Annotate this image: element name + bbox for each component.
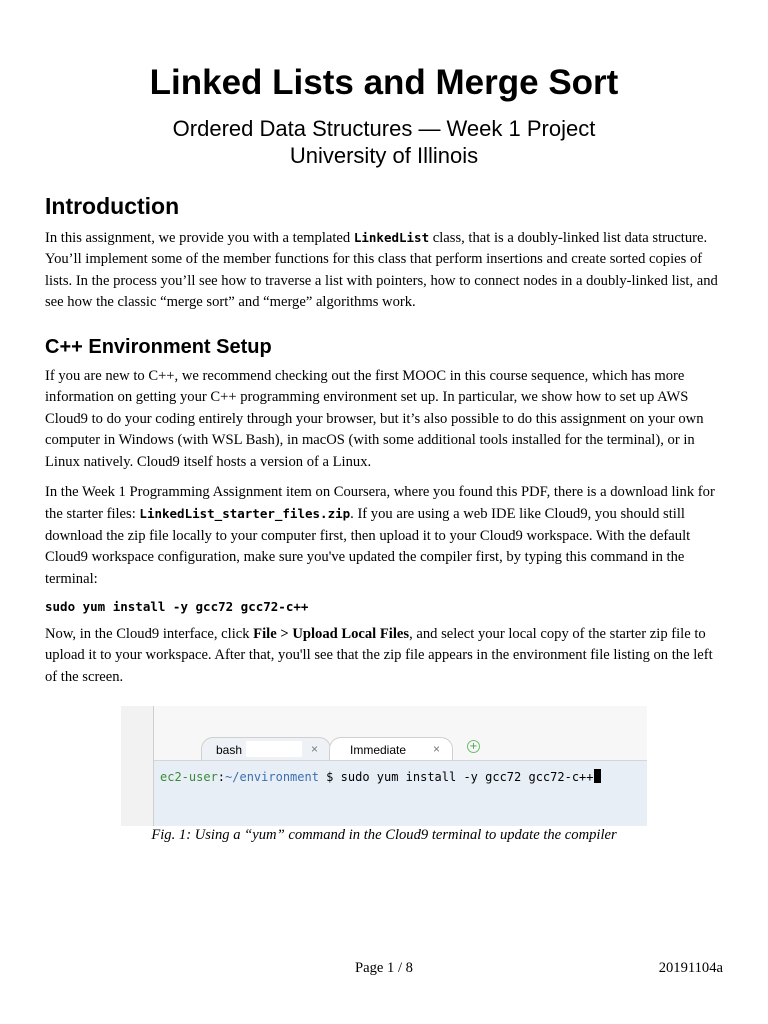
close-icon[interactable]: × [310, 742, 318, 756]
document-version: 20191104a [658, 960, 723, 976]
setup-paragraph-2 [45, 482, 723, 590]
page-number: Page 1 / 8 [355, 960, 413, 976]
tab-rename-field [246, 741, 302, 757]
page-title: Linked Lists and Merge Sort [149, 63, 619, 102]
tab-immediate[interactable] [329, 737, 453, 760]
terminal-pane[interactable] [154, 761, 647, 826]
terminal-cursor [594, 769, 601, 783]
terminal-colon: : [217, 770, 226, 784]
upload-paragraph [45, 624, 723, 688]
introduction-paragraph [45, 227, 723, 314]
cloud9-terminal-figure [121, 706, 647, 826]
figure-caption: Fig. 1: Using a “yum” command in the Cloud9 terminal to update the compiler [151, 827, 617, 843]
tab-immediate-label: Immediate [350, 743, 407, 757]
inline-code-linkedlist: LinkedList [353, 230, 430, 245]
terminal-tab-bar [154, 706, 647, 761]
subtitle-course: Ordered Data Structures — Week 1 Project [172, 116, 596, 141]
introduction-heading: Introduction [45, 193, 180, 219]
text-run: class, that is a doubly-linked list data structure. You’ll implement some of the member functions for this class that perform insertions and create sorted copies of lists. In the process you’ll see how to traverse a list with pointers, how to connect nodes in a doubly-linked list, and see how the classic “merge sort” and “merge” algorithms work. [45, 230, 718, 311]
terminal-path: ~/environment [225, 770, 319, 784]
terminal-prompt: $ [318, 770, 341, 784]
terminal-user: ec2-user [160, 770, 218, 784]
text-run: In this assignment, we provide you with a templated [45, 230, 354, 246]
text-run: , and select your local copy of the starter zip file to upload it to your workspace. After that, you'll see that the zip file appears in the environment file listing on the left of the screen. [45, 626, 713, 685]
tab-bash-label: bash [216, 743, 243, 757]
inline-code-starter-zip: LinkedList_starter_files.zip [139, 506, 351, 522]
environment-setup-heading: C++ Environment Setup [45, 336, 272, 358]
text-run: In the Week 1 Programming Assignment item on Coursera, where you found this PDF, there is a download link for the starter files: [45, 484, 715, 523]
close-icon[interactable]: × [432, 742, 440, 756]
subtitle-university: University of Illinois [289, 143, 479, 168]
terminal-command: sudo yum install -y gcc72 gcc72-c++ [340, 770, 594, 784]
install-command: sudo yum install -y gcc72 gcc72-c++ [45, 599, 309, 614]
text-run: Now, in the Cloud9 interface, click [45, 626, 254, 642]
terminal-line [160, 769, 601, 785]
tab-bash[interactable] [201, 737, 331, 760]
text-run: . If you are using a web IDE like Cloud9, you should still download the zip file locally to your computer first, then upload it to your Cloud9 workspace. With the default Cloud9 workspace configuration, make sure you've updated the compiler first, by typing this command in the terminal: [45, 506, 691, 587]
menu-upload-local-files: Upload Local Files [292, 626, 410, 642]
editor-gutter [121, 706, 154, 826]
menu-file: File [253, 626, 277, 642]
add-tab-icon[interactable]: + [467, 740, 480, 753]
setup-paragraph-1: If you are new to C++, we recommend checking out the first MOOC in this course sequence, which has more information on getting your C++ programming environment set up. In particular, we show how to set up AWS Cloud9 to do your coding entirely through your browser, but it’s also possible to do this assignment on your own computer in Windows (with WSL Bash), in macOS (with some additional tools installed for the terminal), or in Linux natively. Cloud9 itself hosts a version of a Linux. [45, 368, 704, 470]
menu-separator: > [276, 626, 293, 642]
